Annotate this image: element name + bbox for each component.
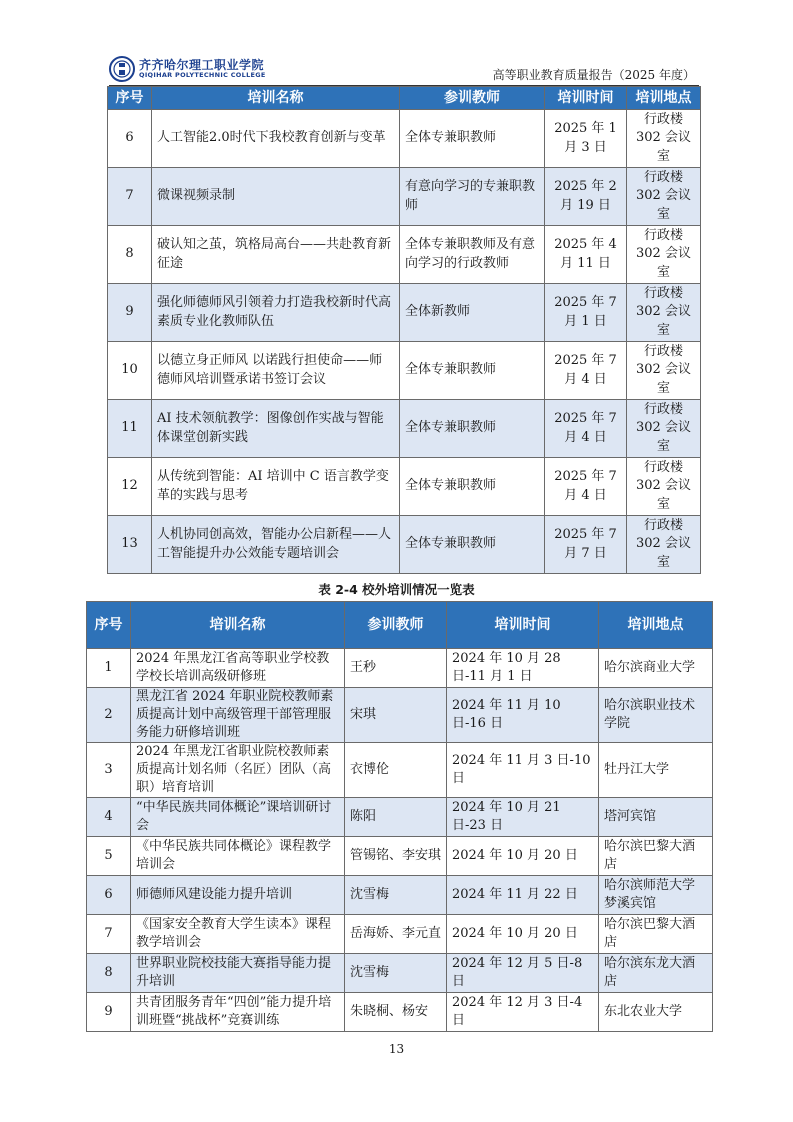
cell-place: 牡丹江大学 xyxy=(599,743,713,798)
column-header-name: 培训名称 xyxy=(152,87,400,110)
cell-teachers: 全体专兼职教师 xyxy=(400,516,545,574)
table-row xyxy=(108,168,701,226)
table-row xyxy=(108,458,701,516)
cell-training-name: 《国家安全教育大学生读本》课程教学培训会 xyxy=(131,915,345,954)
cell-training-name: 以德立身正师风 以诺践行担使命——师德师风培训暨承诺书签订会议 xyxy=(152,342,400,400)
column-header-place: 培训地点 xyxy=(627,87,701,110)
table-header-row xyxy=(108,87,701,110)
table-row xyxy=(87,954,713,993)
cell-place: 行政楼 302 会议室 xyxy=(627,400,701,458)
cell-training-name: “中华民族共同体概论”课培训研讨会 xyxy=(131,798,345,837)
cell-place: 行政楼 302 会议室 xyxy=(627,226,701,284)
cell-place: 行政楼 302 会议室 xyxy=(627,168,701,226)
column-header-time: 培训时间 xyxy=(545,87,627,110)
cell-no: 2 xyxy=(87,688,131,743)
cell-place: 行政楼 302 会议室 xyxy=(627,110,701,168)
cell-teachers: 全体专兼职教师及有意向学习的行政教师 xyxy=(400,226,545,284)
cell-place: 哈尔滨巴黎大酒店 xyxy=(599,837,713,876)
table-row xyxy=(87,993,713,1032)
cell-time: 2024 年 11 月 3 日-10 日 xyxy=(447,743,599,798)
college-name: 齐齐哈尔理工职业学院 xyxy=(139,58,265,72)
cell-training-name: 世界职业院校技能大赛指导能力提升培训 xyxy=(131,954,345,993)
page-number: 13 xyxy=(388,1042,405,1056)
cell-place: 哈尔滨商业大学 xyxy=(599,649,713,688)
cell-teachers: 朱晓桐、杨安 xyxy=(345,993,447,1032)
cell-time: 2025 年 2 月 19 日 xyxy=(545,168,627,226)
cell-place: 哈尔滨东龙大酒店 xyxy=(599,954,713,993)
column-header-name: 培训名称 xyxy=(131,602,345,649)
cell-teachers: 全体专兼职教师 xyxy=(400,110,545,168)
table-row xyxy=(87,688,713,743)
cell-training-name: 人机协同创高效，智能办公启新程——人工智能提升办公效能专题培训会 xyxy=(152,516,400,574)
cell-place: 哈尔滨巴黎大酒店 xyxy=(599,915,713,954)
cell-teachers: 王秒 xyxy=(345,649,447,688)
table-row xyxy=(87,798,713,837)
cell-no: 6 xyxy=(108,110,152,168)
table-row xyxy=(108,284,701,342)
table-row xyxy=(108,110,701,168)
cell-training-name: 黑龙江省 2024 年职业院校教师素质提高计划中高级管理干部管理服务能力研修培训班 xyxy=(131,688,345,743)
table-row xyxy=(108,226,701,284)
cell-place: 行政楼 302 会议室 xyxy=(627,516,701,574)
cell-training-name: 2024 年黑龙江省高等职业学校教学校长培训高级研修班 xyxy=(131,649,345,688)
table-body xyxy=(108,110,701,574)
cell-training-name: AI 技术领航教学：图像创作实战与智能体课堂创新实践 xyxy=(152,400,400,458)
cell-place: 行政楼 302 会议室 xyxy=(627,458,701,516)
cell-place: 哈尔滨职业技术学院 xyxy=(599,688,713,743)
report-title: 高等职业教育质量报告（2025 年度） xyxy=(492,68,695,82)
internal-training-table xyxy=(107,86,701,574)
cell-teachers: 陈阳 xyxy=(345,798,447,837)
cell-teachers: 全体新教师 xyxy=(400,284,545,342)
column-header-no: 序号 xyxy=(108,87,152,110)
cell-training-name: 人工智能2.0时代下我校教育创新与变革 xyxy=(152,110,400,168)
cell-time: 2025 年 7 月 7 日 xyxy=(545,516,627,574)
table-row xyxy=(87,743,713,798)
cell-time: 2024 年 10 月 21 日-23 日 xyxy=(447,798,599,837)
table-caption: 表 2-4 校外培训情况一览表 xyxy=(318,582,475,597)
cell-no: 4 xyxy=(87,798,131,837)
cell-training-name: 强化师德师风引领着力打造我校新时代高素质专业化教师队伍 xyxy=(152,284,400,342)
table-row xyxy=(87,876,713,915)
cell-no: 9 xyxy=(108,284,152,342)
cell-training-name: 2024 年黑龙江省职业院校教师素质提高计划名师（名匠）团队（高职）培育培训 xyxy=(131,743,345,798)
table-row xyxy=(87,915,713,954)
cell-no: 3 xyxy=(87,743,131,798)
cell-no: 7 xyxy=(108,168,152,226)
column-header-place: 培训地点 xyxy=(599,602,713,649)
cell-time: 2025 年 7 月 4 日 xyxy=(545,458,627,516)
cell-time: 2024 年 11 月 10 日-16 日 xyxy=(447,688,599,743)
cell-place: 塔河宾馆 xyxy=(599,798,713,837)
cell-teachers: 有意向学习的专兼职教师 xyxy=(400,168,545,226)
cell-time: 2025 年 7 月 4 日 xyxy=(545,400,627,458)
cell-training-name: 《中华民族共同体概论》课程教学培训会 xyxy=(131,837,345,876)
cell-teachers: 全体专兼职教师 xyxy=(400,342,545,400)
cell-time: 2025 年 7 月 4 日 xyxy=(545,342,627,400)
cell-teachers: 衣博伦 xyxy=(345,743,447,798)
college-logo-icon xyxy=(109,56,135,82)
cell-time: 2025 年 7 月 1 日 xyxy=(545,284,627,342)
college-name-en: QIQIHAR POLYTECHNIC COLLEGE xyxy=(139,71,266,79)
external-training-table xyxy=(86,601,713,1032)
cell-no: 6 xyxy=(87,876,131,915)
cell-no: 1 xyxy=(87,649,131,688)
column-header-no: 序号 xyxy=(87,602,131,649)
table-row xyxy=(108,516,701,574)
cell-no: 8 xyxy=(87,954,131,993)
cell-no: 12 xyxy=(108,458,152,516)
cell-teachers: 全体专兼职教师 xyxy=(400,458,545,516)
cell-no: 8 xyxy=(108,226,152,284)
table-header-row xyxy=(87,602,713,649)
cell-training-name: 共青团服务青年“四创”能力提升培训班暨“挑战杯”竞赛训练 xyxy=(131,993,345,1032)
cell-time: 2024 年 10 月 28 日-11 月 1 日 xyxy=(447,649,599,688)
cell-place: 行政楼 302 会议室 xyxy=(627,342,701,400)
cell-training-name: 微课视频录制 xyxy=(152,168,400,226)
cell-no: 9 xyxy=(87,993,131,1032)
cell-no: 10 xyxy=(108,342,152,400)
table-row xyxy=(108,400,701,458)
cell-place: 东北农业大学 xyxy=(599,993,713,1032)
cell-place: 哈尔滨师范大学梦溪宾馆 xyxy=(599,876,713,915)
column-header-teachers: 参训教师 xyxy=(400,87,545,110)
table-row xyxy=(108,342,701,400)
cell-no: 7 xyxy=(87,915,131,954)
cell-time: 2025 年 1 月 3 日 xyxy=(545,110,627,168)
cell-place: 行政楼 302 会议室 xyxy=(627,284,701,342)
cell-training-name: 从传统到智能：AI 培训中 C 语言教学变革的实践与思考 xyxy=(152,458,400,516)
cell-teachers: 宋琪 xyxy=(345,688,447,743)
column-header-time: 培训时间 xyxy=(447,602,599,649)
cell-time: 2024 年 12 月 3 日-4 日 xyxy=(447,993,599,1032)
cell-teachers: 管锡铭、李安琪 xyxy=(345,837,447,876)
column-header-teachers: 参训教师 xyxy=(345,602,447,649)
cell-teachers: 沈雪梅 xyxy=(345,954,447,993)
table-row xyxy=(87,649,713,688)
cell-time: 2025 年 4 月 11 日 xyxy=(545,226,627,284)
cell-teachers: 全体专兼职教师 xyxy=(400,400,545,458)
cell-no: 5 xyxy=(87,837,131,876)
cell-time: 2024 年 11 月 22 日 xyxy=(447,876,599,915)
table-row xyxy=(87,837,713,876)
page-header xyxy=(109,54,699,86)
cell-no: 11 xyxy=(108,400,152,458)
cell-time: 2024 年 10 月 20 日 xyxy=(447,915,599,954)
cell-time: 2024 年 12 月 5 日-8 日 xyxy=(447,954,599,993)
table-body xyxy=(87,649,713,1032)
cell-training-name: 破认知之茧，筑格局高台——共赴教育新征途 xyxy=(152,226,400,284)
cell-training-name: 师德师风建设能力提升培训 xyxy=(131,876,345,915)
cell-time: 2024 年 10 月 20 日 xyxy=(447,837,599,876)
cell-teachers: 沈雪梅 xyxy=(345,876,447,915)
cell-no: 13 xyxy=(108,516,152,574)
cell-teachers: 岳海娇、李元直 xyxy=(345,915,447,954)
